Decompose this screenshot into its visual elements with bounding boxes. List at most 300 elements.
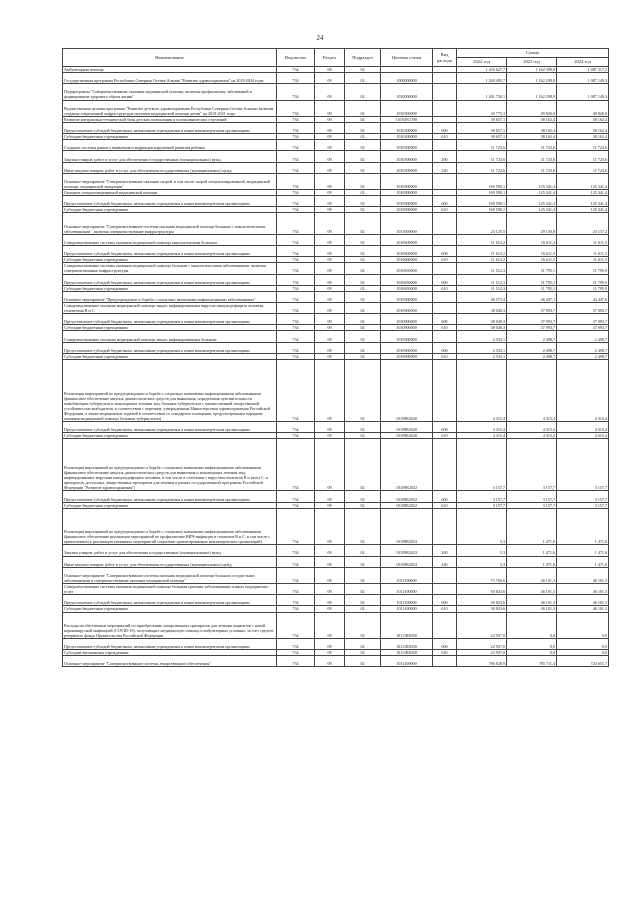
table-row bbox=[63, 567, 609, 583]
header-name: Наименование bbox=[63, 49, 277, 67]
row-amount-2024: 3 157,7 bbox=[557, 491, 609, 502]
row-podrazdel: 02 bbox=[345, 567, 381, 583]
row-csr: 1010900000 bbox=[381, 314, 433, 325]
row-razdel: 09 bbox=[315, 122, 345, 133]
row-ved: 734 bbox=[277, 151, 315, 162]
row-amount-2024: 11 611,3 bbox=[557, 257, 609, 263]
row-amount-2022: 4 315,4 bbox=[457, 433, 507, 439]
row-amount-2024: 46 101,3 bbox=[557, 567, 609, 583]
row-name: Ведомственная целевая программа "Развитие детского здравоохранения Республики Северная Осетия-Алания, включая создание современной инфраструктуры оказания медицинской помощи детям" на 2019-2021 годы bbox=[63, 100, 277, 116]
row-podrazdel: 02 bbox=[345, 650, 381, 656]
row-amount-2023: 11 795,1 bbox=[507, 274, 557, 285]
row-amount-2024: 3 157,7 bbox=[557, 502, 609, 508]
row-csr: 1011000000 bbox=[381, 213, 433, 234]
row-podrazdel: 02 bbox=[345, 285, 381, 291]
row-podrazdel: 02 bbox=[345, 342, 381, 353]
row-podrazdel: 02 bbox=[345, 656, 381, 667]
table-row bbox=[63, 545, 609, 556]
row-amount-2022: 4 315,4 bbox=[457, 422, 507, 433]
row-amount-2023: 46 101,3 bbox=[507, 584, 557, 595]
header-year-2023: 2023 год bbox=[507, 58, 557, 67]
table-row bbox=[63, 303, 609, 314]
row-amount-2023: 1 471,6 bbox=[507, 545, 557, 556]
row-razdel: 09 bbox=[315, 567, 345, 583]
row-podrazdel: 02 bbox=[345, 303, 381, 314]
row-amount-2024: 1 471,6 bbox=[557, 556, 609, 567]
row-amount-2023: 16 611,3 bbox=[507, 257, 557, 263]
row-amount-2024: 11 611,3 bbox=[557, 246, 609, 257]
row-amount-2024: 23 137,2 bbox=[557, 213, 609, 234]
row-amount-2022: 11 613,2 bbox=[457, 257, 507, 263]
row-amount-2023: 29 130,8 bbox=[507, 213, 557, 234]
row-podrazdel: 02 bbox=[345, 502, 381, 508]
row-vr: 610 bbox=[433, 285, 457, 291]
row-razdel: 09 bbox=[315, 584, 345, 595]
row-ved: 734 bbox=[277, 584, 315, 595]
row-csr: 1010600000 bbox=[381, 246, 433, 257]
row-amount-2024: 2 498,7 bbox=[557, 331, 609, 342]
row-amount-2022: 11 512,3 bbox=[457, 263, 507, 274]
row-vr: 600 bbox=[433, 196, 457, 207]
row-ved: 734 bbox=[277, 285, 315, 291]
row-amount-2024: 4 315,4 bbox=[557, 433, 609, 439]
row-vr: 600 bbox=[433, 246, 457, 257]
row-ved: 734 bbox=[277, 196, 315, 207]
table-row bbox=[63, 612, 609, 639]
row-razdel: 09 bbox=[315, 162, 345, 173]
row-vr: 600 bbox=[433, 639, 457, 650]
table-row bbox=[63, 314, 609, 325]
row-name: Предоставление субсидий бюджетным, автономным учреждениям и иным некоммерческим организациям bbox=[63, 122, 277, 133]
table-row bbox=[63, 656, 609, 667]
row-razdel: 09 bbox=[315, 491, 345, 502]
row-name: Реализация мероприятий по предупреждению и борьбе с социально значимыми инфекционными заболеваниями (финансовое обеспечение реализации мероприятий по профилактике ВИЧ-инфекции и гепатитов В и С, в том числе с привлечением к реализации указанных мероприятий социально ориентированных некоммерческих организаций) bbox=[63, 508, 277, 545]
row-ved: 734 bbox=[277, 140, 315, 151]
row-name: Предоставление субсидий бюджетным, автономным учреждениям и иным некоммерческим организациям bbox=[63, 246, 277, 257]
row-name: Оказание специализированной медицинской помощи bbox=[63, 190, 277, 196]
row-csr: 1010650000 bbox=[381, 274, 433, 285]
row-ved: 734 bbox=[277, 122, 315, 133]
row-podrazdel: 02 bbox=[345, 584, 381, 595]
row-ved: 734 bbox=[277, 303, 315, 314]
row-vr: 600 bbox=[433, 274, 457, 285]
row-amount-2023: 11 723,6 bbox=[507, 162, 557, 173]
row-vr bbox=[433, 612, 457, 639]
row-amount-2023: 4 315,4 bbox=[507, 359, 557, 421]
row-ved: 734 bbox=[277, 439, 315, 491]
row-amount-2024: 37 093,7 bbox=[557, 303, 609, 314]
row-vr bbox=[433, 331, 457, 342]
table-row bbox=[63, 291, 609, 302]
row-name: Реализация мероприятий по предупреждению и борьбе с социально значимыми инфекционными заболеваниями (финансовое обеспечение закупок диагностических средств для выявления, определения чувствительности микобактерии туберкулеза и мониторинга лечения лиц, больных туберкулезом с множественной лекарственной устойчивостью возбудителя, в соответствии с перечнем, утвержденным Министерством здравоохранения Российской Федерации, а также медицинских изделий в соответствии со стандартом оснащения, предусмотренным порядком оказания медицинской помощи больным туберкулезом) bbox=[63, 359, 277, 421]
row-amount-2022: 1 201 730,1 bbox=[457, 84, 507, 100]
row-vr bbox=[433, 140, 457, 151]
row-ved: 734 bbox=[277, 567, 315, 583]
row-podrazdel: 02 bbox=[345, 140, 381, 151]
row-amount-2024: 0,0 bbox=[557, 612, 609, 639]
row-name: Развитие материально-технической базы детских поликлиник и поликлинических отделений bbox=[63, 116, 277, 122]
row-razdel: 09 bbox=[315, 314, 345, 325]
table-row bbox=[63, 122, 609, 133]
row-amount-2022: 3 157,7 bbox=[457, 502, 507, 508]
row-vr: 200 bbox=[433, 545, 457, 556]
row-ved: 734 bbox=[277, 314, 315, 325]
row-podrazdel: 02 bbox=[345, 190, 381, 196]
table-row bbox=[63, 342, 609, 353]
row-csr: 1010650000 bbox=[381, 285, 433, 291]
row-name: Предоставление субсидий бюджетным, автономным учреждениям и иным некоммерческим организациям bbox=[63, 342, 277, 353]
row-name: Совершенствование системы оказания медицинской помощи онкологическим больным bbox=[63, 234, 277, 245]
row-razdel: 09 bbox=[315, 263, 345, 274]
row-amount-2024: 49 826,0 bbox=[557, 100, 609, 116]
row-podrazdel: 02 bbox=[345, 433, 381, 439]
row-name: Основное мероприятие "Совершенствование системы лекарственного обеспечения" bbox=[63, 656, 277, 667]
row-vr: 600 bbox=[433, 491, 457, 502]
row-csr: 1010300000 bbox=[381, 122, 433, 133]
row-csr: 10109R2023 bbox=[381, 508, 433, 545]
row-csr: 1010900000 bbox=[381, 342, 433, 353]
row-ved: 734 bbox=[277, 207, 315, 213]
row-podrazdel: 02 bbox=[345, 151, 381, 162]
row-podrazdel: 02 bbox=[345, 606, 381, 612]
row-name: Субсидии бюджетным учреждениям bbox=[63, 606, 277, 612]
row-amount-2022: 50 823,6 bbox=[457, 595, 507, 606]
row-razdel: 09 bbox=[315, 342, 345, 353]
row-amount-2024: 11 723,6 bbox=[557, 162, 609, 173]
row-amount-2023: 1 471,6 bbox=[507, 556, 557, 567]
row-name: Субсидии бюджетным учреждениям bbox=[63, 285, 277, 291]
row-podrazdel: 02 bbox=[345, 291, 381, 302]
row-amount-2023: 0,0 bbox=[507, 612, 557, 639]
row-razdel: 09 bbox=[315, 606, 345, 612]
table-row bbox=[63, 263, 609, 274]
row-podrazdel: 02 bbox=[345, 639, 381, 650]
row-amount-2024: 11 795,9 bbox=[557, 274, 609, 285]
row-podrazdel: 02 bbox=[345, 207, 381, 213]
row-podrazdel: 02 bbox=[345, 274, 381, 285]
row-csr: 1010900000 bbox=[381, 190, 433, 196]
row-name: Предоставление субсидий бюджетным, автономным учреждениям и иным некоммерческим организациям bbox=[63, 314, 277, 325]
header-podrazdel: Подраздел bbox=[345, 49, 381, 67]
row-razdel: 09 bbox=[315, 73, 345, 84]
row-csr: 1011100000 bbox=[381, 595, 433, 606]
row-csr: 1010900000 bbox=[381, 291, 433, 302]
row-razdel: 09 bbox=[315, 67, 345, 73]
row-podrazdel: 02 bbox=[345, 162, 381, 173]
row-amount-2024: 11 795,9 bbox=[557, 285, 609, 291]
row-vr: 610 bbox=[433, 257, 457, 263]
row-razdel: 09 bbox=[315, 257, 345, 263]
header-vr: Вид расхода bbox=[433, 49, 457, 67]
row-amount-2022: 1 245 627,7 bbox=[457, 67, 507, 73]
row-ved: 734 bbox=[277, 612, 315, 639]
row-ved: 734 bbox=[277, 67, 315, 73]
row-razdel: 09 bbox=[315, 134, 345, 140]
row-amount-2023: 37 993,7 bbox=[507, 325, 557, 331]
row-vr bbox=[433, 100, 457, 116]
row-name: Предоставление субсидий бюджетным, автономным учреждениям и иным некоммерческим организациям bbox=[63, 595, 277, 606]
row-csr: 1011100000 bbox=[381, 584, 433, 595]
row-podrazdel: 02 bbox=[345, 359, 381, 421]
row-ved: 734 bbox=[277, 213, 315, 234]
row-ved: 734 bbox=[277, 656, 315, 667]
row-name: Субсидии бюджетным учреждениям bbox=[63, 325, 277, 331]
row-amount-2024: 0,0 bbox=[557, 650, 609, 656]
row-vr bbox=[433, 359, 457, 421]
row-amount-2022: 169 590,1 bbox=[457, 173, 507, 189]
row-csr: 1010900000 bbox=[381, 173, 433, 189]
row-amount-2022: 5,3 bbox=[457, 545, 507, 556]
row-csr: 1010900000 bbox=[381, 325, 433, 331]
row-vr bbox=[433, 291, 457, 302]
row-razdel: 09 bbox=[315, 116, 345, 122]
row-amount-2023: 16 611,3 bbox=[507, 246, 557, 257]
row-csr: 10109R2023 bbox=[381, 545, 433, 556]
row-amount-2024: 11 723,6 bbox=[557, 151, 609, 162]
row-amount-2022: 39 657,1 bbox=[457, 122, 507, 133]
row-razdel: 09 bbox=[315, 439, 345, 491]
row-csr: 1010500000 bbox=[381, 162, 433, 173]
row-amount-2022: 23 125,5 bbox=[457, 213, 507, 234]
table-row bbox=[63, 73, 609, 84]
row-csr: 1010900000 bbox=[381, 331, 433, 342]
row-amount-2024: 1 087 217,3 bbox=[557, 67, 609, 73]
table-row bbox=[63, 556, 609, 567]
row-ved: 734 bbox=[277, 234, 315, 245]
row-amount-2023: 46 101,3 bbox=[507, 606, 557, 612]
row-ved: 734 bbox=[277, 274, 315, 285]
table-row bbox=[63, 639, 609, 650]
row-ved: 734 bbox=[277, 545, 315, 556]
header-year-2022: 2022 год bbox=[457, 58, 507, 67]
row-name: Амбулаторная помощь bbox=[63, 67, 277, 73]
row-razdel: 09 bbox=[315, 213, 345, 234]
row-name: Субсидии бюджетным учреждениям bbox=[63, 257, 277, 263]
page-number: 24 bbox=[316, 34, 324, 42]
row-name: Закупка товаров, работ и услуг для обеспечения государственных (муниципальных) нужд bbox=[63, 545, 277, 556]
row-vr: 610 bbox=[433, 134, 457, 140]
row-name: Расходы на обеспечение мероприятий по приобретению лекарственных препаратов для лечения пациентов с новой коронавирусной инфекцией (COVID-19), получающих медицинскую помощь в амбулаторных условиях, за счет средств резервного фонда Правительства Российской Федерации bbox=[63, 612, 277, 639]
row-amount-2022: 2 533,1 bbox=[457, 342, 507, 353]
row-podrazdel: 02 bbox=[345, 491, 381, 502]
row-csr: 1010900000 bbox=[381, 353, 433, 359]
row-csr: 1011200000 bbox=[381, 656, 433, 667]
row-amount-2022: 50 823,6 bbox=[457, 584, 507, 595]
row-csr: 10109R2023 bbox=[381, 556, 433, 567]
row-name: Основное мероприятие "Совершенствование системы оказания медицинской помощи больным сосудистыми заболеваниями и совершенствование оказания медицинской помощи" bbox=[63, 567, 277, 583]
row-podrazdel: 02 bbox=[345, 67, 381, 73]
row-razdel: 09 bbox=[315, 359, 345, 421]
row-amount-2023: 125 341,4 bbox=[507, 207, 557, 213]
row-vr: 600 bbox=[433, 342, 457, 353]
row-name: Субсидии бюджетным учреждениям bbox=[63, 353, 277, 359]
table-row bbox=[63, 196, 609, 207]
row-razdel: 09 bbox=[315, 508, 345, 545]
row-amount-2024: 38 162,4 bbox=[557, 116, 609, 122]
row-podrazdel: 02 bbox=[345, 545, 381, 556]
row-vr: 200 bbox=[433, 151, 457, 162]
row-podrazdel: 02 bbox=[345, 331, 381, 342]
row-csr: 1011100000 bbox=[381, 606, 433, 612]
table-row bbox=[63, 84, 609, 100]
row-amount-2022: 11 613,2 bbox=[457, 234, 507, 245]
row-vr bbox=[433, 656, 457, 667]
row-vr: 610 bbox=[433, 502, 457, 508]
row-amount-2023: 11 723,6 bbox=[507, 140, 557, 151]
table-row bbox=[63, 173, 609, 189]
row-ved: 734 bbox=[277, 246, 315, 257]
row-vr: 610 bbox=[433, 433, 457, 439]
row-amount-2023: 11 795,1 bbox=[507, 263, 557, 274]
row-razdel: 09 bbox=[315, 556, 345, 567]
row-amount-2023: 2 498,7 bbox=[507, 353, 557, 359]
row-podrazdel: 02 bbox=[345, 173, 381, 189]
row-amount-2023: 3 157,7 bbox=[507, 502, 557, 508]
table-row bbox=[63, 213, 609, 234]
row-csr: 10109R2022 bbox=[381, 502, 433, 508]
row-razdel: 09 bbox=[315, 502, 345, 508]
row-csr: 1010500000 bbox=[381, 140, 433, 151]
table-row bbox=[63, 422, 609, 433]
row-vr bbox=[433, 213, 457, 234]
row-csr: 10111R8430 bbox=[381, 639, 433, 650]
row-ved: 734 bbox=[277, 508, 315, 545]
row-vr bbox=[433, 234, 457, 245]
row-razdel: 09 bbox=[315, 353, 345, 359]
row-amount-2022: 2 533,1 bbox=[457, 331, 507, 342]
row-amount-2024: 724 651,7 bbox=[557, 656, 609, 667]
row-csr: 1010600000 bbox=[381, 234, 433, 245]
row-ved: 734 bbox=[277, 606, 315, 612]
row-csr: 10103N1700 bbox=[381, 116, 433, 122]
row-csr: 10111R8430 bbox=[381, 612, 433, 639]
row-csr: 1010500000 bbox=[381, 151, 433, 162]
row-amount-2022: 38 040,3 bbox=[457, 325, 507, 331]
row-csr: 10109R2022 bbox=[381, 439, 433, 491]
row-vr: 240 bbox=[433, 162, 457, 173]
row-razdel: 09 bbox=[315, 545, 345, 556]
row-razdel: 09 bbox=[315, 140, 345, 151]
row-amount-2022: 22 937,0 bbox=[457, 639, 507, 650]
header-summa: Сумма bbox=[457, 49, 609, 58]
row-amount-2023: 2 498,7 bbox=[507, 342, 557, 353]
row-amount-2022: 1 240 495,7 bbox=[457, 73, 507, 84]
row-name: Основное мероприятие "Совершенствование оказания скорой, в том числе скорой специализированной, медицинской помощи, медицинской эвакуации" bbox=[63, 173, 277, 189]
row-ved: 734 bbox=[277, 639, 315, 650]
row-amount-2023: 46 101,3 bbox=[507, 595, 557, 606]
row-ved: 734 bbox=[277, 257, 315, 263]
row-vr bbox=[433, 439, 457, 491]
row-vr bbox=[433, 73, 457, 84]
row-name: Подпрограмма "Совершенствование оказания медицинской помощи, включая профилактику заболеваний и формирование здорового образа жизни" bbox=[63, 84, 277, 100]
row-vr bbox=[433, 173, 457, 189]
row-podrazdel: 02 bbox=[345, 246, 381, 257]
row-ved: 734 bbox=[277, 359, 315, 421]
row-vr bbox=[433, 508, 457, 545]
row-podrazdel: 02 bbox=[345, 422, 381, 433]
row-podrazdel: 02 bbox=[345, 556, 381, 567]
header-csr: Целевая статья bbox=[381, 49, 433, 67]
row-ved: 734 bbox=[277, 263, 315, 274]
row-razdel: 09 bbox=[315, 639, 345, 650]
row-amount-2023: 11 723,6 bbox=[507, 151, 557, 162]
row-ved: 734 bbox=[277, 491, 315, 502]
row-name: Предоставление субсидий бюджетным, автономным учреждениям и иным некоммерческим организациям bbox=[63, 196, 277, 207]
row-amount-2022: 786 828,9 bbox=[457, 656, 507, 667]
row-name: Субсидии бюджетным учреждениям bbox=[63, 433, 277, 439]
row-podrazdel: 02 bbox=[345, 134, 381, 140]
row-name: Основное мероприятие "Совершенствование системы оказания медицинской помощи больным с онкологическими заболеваниями", включая совершенствование инфраструктуры bbox=[63, 213, 277, 234]
row-amount-2023: 0,0 bbox=[507, 650, 557, 656]
row-ved: 734 bbox=[277, 190, 315, 196]
table-row bbox=[63, 331, 609, 342]
row-ved: 734 bbox=[277, 650, 315, 656]
row-podrazdel: 02 bbox=[345, 353, 381, 359]
row-amount-2022: 50 823,6 bbox=[457, 606, 507, 612]
row-amount-2022: 39 657,1 bbox=[457, 134, 507, 140]
row-razdel: 09 bbox=[315, 331, 345, 342]
row-amount-2024: 1 471,6 bbox=[557, 508, 609, 545]
row-amount-2024: 11 795,9 bbox=[557, 263, 609, 274]
row-amount-2023: 1 162 299,0 bbox=[507, 73, 557, 84]
row-vr: 600 bbox=[433, 314, 457, 325]
row-csr: 10111R8430 bbox=[381, 650, 433, 656]
table-row bbox=[63, 508, 609, 545]
row-amount-2024: 1 087 149,3 bbox=[557, 84, 609, 100]
table-row bbox=[63, 246, 609, 257]
row-name: Реализация мероприятий по предупреждению и борьбе с социально значимыми инфекционными заболеваниями (финансовое обеспечение закупок диагностических средств для выявления и мониторинга лечения лиц, инфицированных вирусами иммунодефицита человека, в том числе в сочетании с вирусами гепатитов В и (или) С, и препаратов, доступных лекарственных препаратов для лечения в рамках государственной программы Российской Федерации "Развитие здравоохранения") bbox=[63, 439, 277, 491]
row-amount-2022: 38 040,3 bbox=[457, 303, 507, 314]
row-amount-2023: 16 611,3 bbox=[507, 234, 557, 245]
row-amount-2024: 46 101,3 bbox=[557, 606, 609, 612]
row-amount-2023: 0,0 bbox=[507, 639, 557, 650]
row-amount-2022: 40 573,4 bbox=[457, 291, 507, 302]
row-razdel: 09 bbox=[315, 656, 345, 667]
row-ved: 734 bbox=[277, 433, 315, 439]
row-razdel: 09 bbox=[315, 100, 345, 116]
row-ved: 734 bbox=[277, 173, 315, 189]
row-name: Иные закупки товаров, работ и услуг для обеспечения государственных (муниципальных) нужд bbox=[63, 556, 277, 567]
row-amount-2023: 785 711,4 bbox=[507, 656, 557, 667]
row-name: Предоставление субсидий бюджетным, автономным учреждениям и иным некоммерческим организациям bbox=[63, 639, 277, 650]
row-name: Субсидии бюджетным учреждениям bbox=[63, 502, 277, 508]
row-amount-2024: 0,0 bbox=[557, 639, 609, 650]
row-razdel: 09 bbox=[315, 291, 345, 302]
row-name: Субсидии автономным учреждениям bbox=[63, 650, 277, 656]
row-podrazdel: 02 bbox=[345, 314, 381, 325]
row-amount-2024: 2 498,7 bbox=[557, 342, 609, 353]
row-razdel: 09 bbox=[315, 274, 345, 285]
row-csr: 1010900000 bbox=[381, 196, 433, 207]
row-amount-2022: 11 613,2 bbox=[457, 246, 507, 257]
table-row bbox=[63, 595, 609, 606]
row-csr: 10109R2020 bbox=[381, 422, 433, 433]
row-amount-2023: 125 341,4 bbox=[507, 196, 557, 207]
row-amount-2023: 1 162 399,0 bbox=[507, 67, 557, 73]
row-csr: 1010300000 bbox=[381, 100, 433, 116]
row-amount-2023: 2 498,7 bbox=[507, 331, 557, 342]
row-csr: 10109R2020 bbox=[381, 359, 433, 421]
row-amount-2023: 4 315,4 bbox=[507, 422, 557, 433]
row-vr: 610 bbox=[433, 325, 457, 331]
row-podrazdel: 02 bbox=[345, 122, 381, 133]
row-amount-2023: 37 993,7 bbox=[507, 314, 557, 325]
row-podrazdel: 02 bbox=[345, 325, 381, 331]
row-amount-2024: 125 341,4 bbox=[557, 190, 609, 196]
row-amount-2024: 46 101,3 bbox=[557, 584, 609, 595]
row-amount-2024: 125 341,4 bbox=[557, 196, 609, 207]
table-row bbox=[63, 359, 609, 421]
